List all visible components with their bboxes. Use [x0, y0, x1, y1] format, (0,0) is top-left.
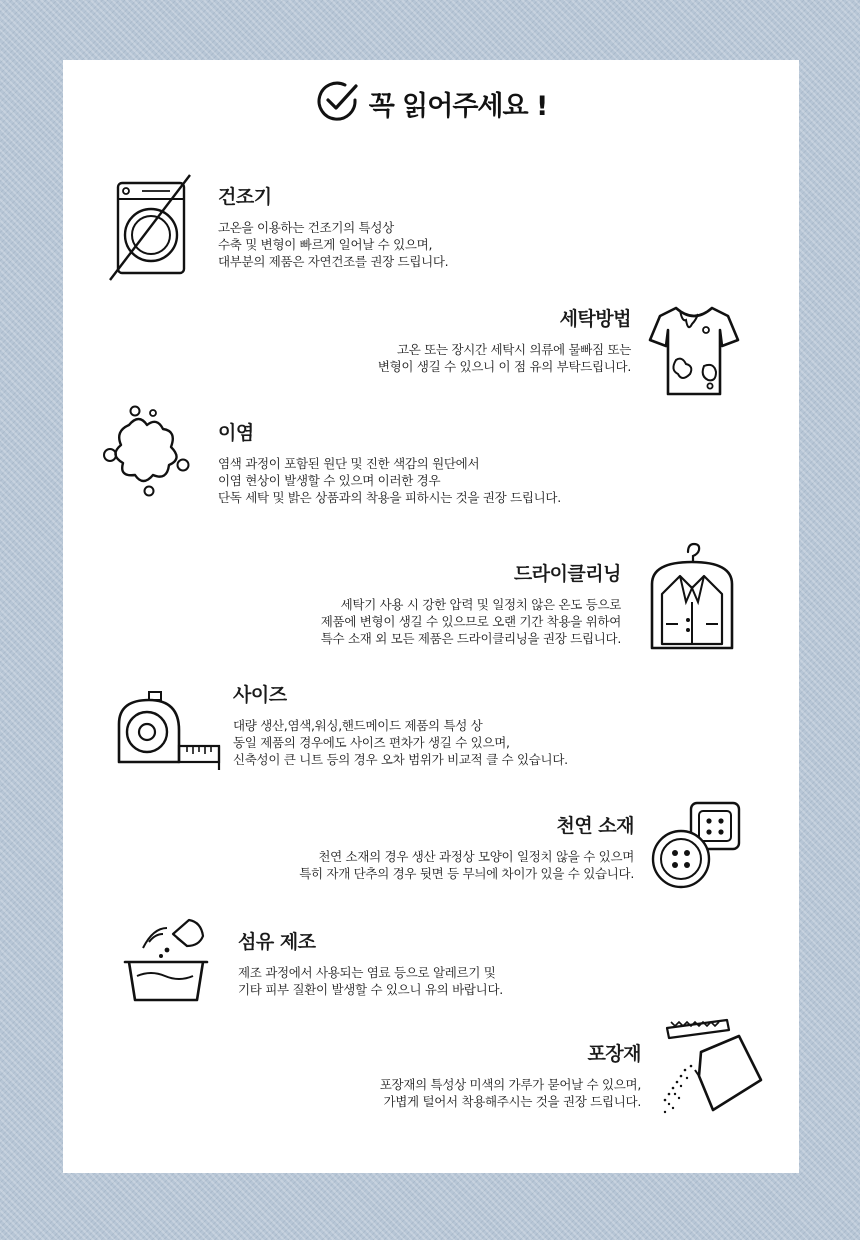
stained-shirt-icon — [646, 300, 742, 400]
page-title: 꼭 읽어주세요 ! — [368, 90, 548, 122]
section-title: 사이즈 — [233, 684, 287, 706]
section-size — [233, 680, 568, 768]
section-description: 제조 과정에서 사용되는 염료 등으로 알레르기 및 기타 피부 질환이 발생할 수 있으니 유의 바랍니다. — [238, 965, 503, 997]
section-description: 세탁기 사용 시 강한 압력 및 일정치 않은 온도 등으로 제품에 변형이 생길 수 있으므로 오랜 기간 착용을 위하여 특수 소재 외 모든 제품은 드라이클리닝을 권장 드립니다. — [320, 597, 621, 646]
section-description: 포장재의 특성상 미색의 가루가 묻어날 수 있으며, 가볍게 털어서 착용해주시는 것을 권장 드립니다. — [379, 1077, 641, 1109]
powder-packet-icon — [655, 1018, 767, 1118]
section-packaging — [380, 1039, 641, 1110]
notice-card — [63, 60, 799, 1173]
tape-measure-icon — [111, 686, 223, 776]
section-dry-cleaning — [321, 559, 621, 647]
section-natural-material — [299, 811, 634, 882]
washing-machine-crossed-icon — [108, 173, 193, 283]
section-color-transfer — [218, 418, 561, 506]
suit-garment-bag-icon — [642, 540, 742, 655]
section-description: 천연 소재의 경우 생산 과정상 모양이 일정치 않을 수 있으며 특히 자개 단추의 경우 뒷면 등 무늬에 차이가 있을 수 있습니다. — [299, 849, 634, 881]
section-dryer — [218, 182, 448, 270]
section-title: 이염 — [218, 422, 254, 444]
section-title: 드라이클리닝 — [513, 563, 621, 585]
section-description: 고온을 이용하는 건조기의 특성상 수축 및 변형이 빠르게 일어날 수 있으며, 대부분의 제품은 자연건조를 권장 드립니다. — [218, 220, 449, 269]
buttons-icon — [649, 799, 745, 895]
section-title: 섬유 제조 — [238, 931, 316, 953]
section-title: 천연 소재 — [556, 815, 634, 837]
dye-basin-icon — [121, 916, 211, 1006]
check-circle-icon — [315, 78, 361, 128]
section-description: 고온 또는 장시간 세탁시 의류에 물빠짐 또는 변형이 생길 수 있으니 이 점 유의 부탁드립니다. — [377, 342, 631, 374]
section-description: 염색 과정이 포함된 원단 및 진한 색감의 원단에서 이염 현상이 발생할 수 있으며 이러한 경우 단독 세탁 및 밝은 상품과의 착용을 피하시는 것을 권장 드립니다. — [218, 456, 561, 505]
section-washing-method — [378, 304, 631, 375]
splash-icon — [99, 403, 195, 499]
section-title: 포장재 — [587, 1043, 641, 1065]
section-title: 건조기 — [218, 186, 272, 208]
page-header — [63, 78, 799, 128]
section-title: 세탁방법 — [559, 308, 631, 330]
section-description: 대량 생산,염색,워싱,핸드메이드 제품의 특성 상 동일 제품의 경우에도 사이즈 편차가 생길 수 있으며, 신축성이 큰 니트 등의 경우 오차 범위가 비교적 클 수 있습니다. — [233, 718, 568, 767]
section-fiber-manufacturing — [238, 927, 503, 998]
